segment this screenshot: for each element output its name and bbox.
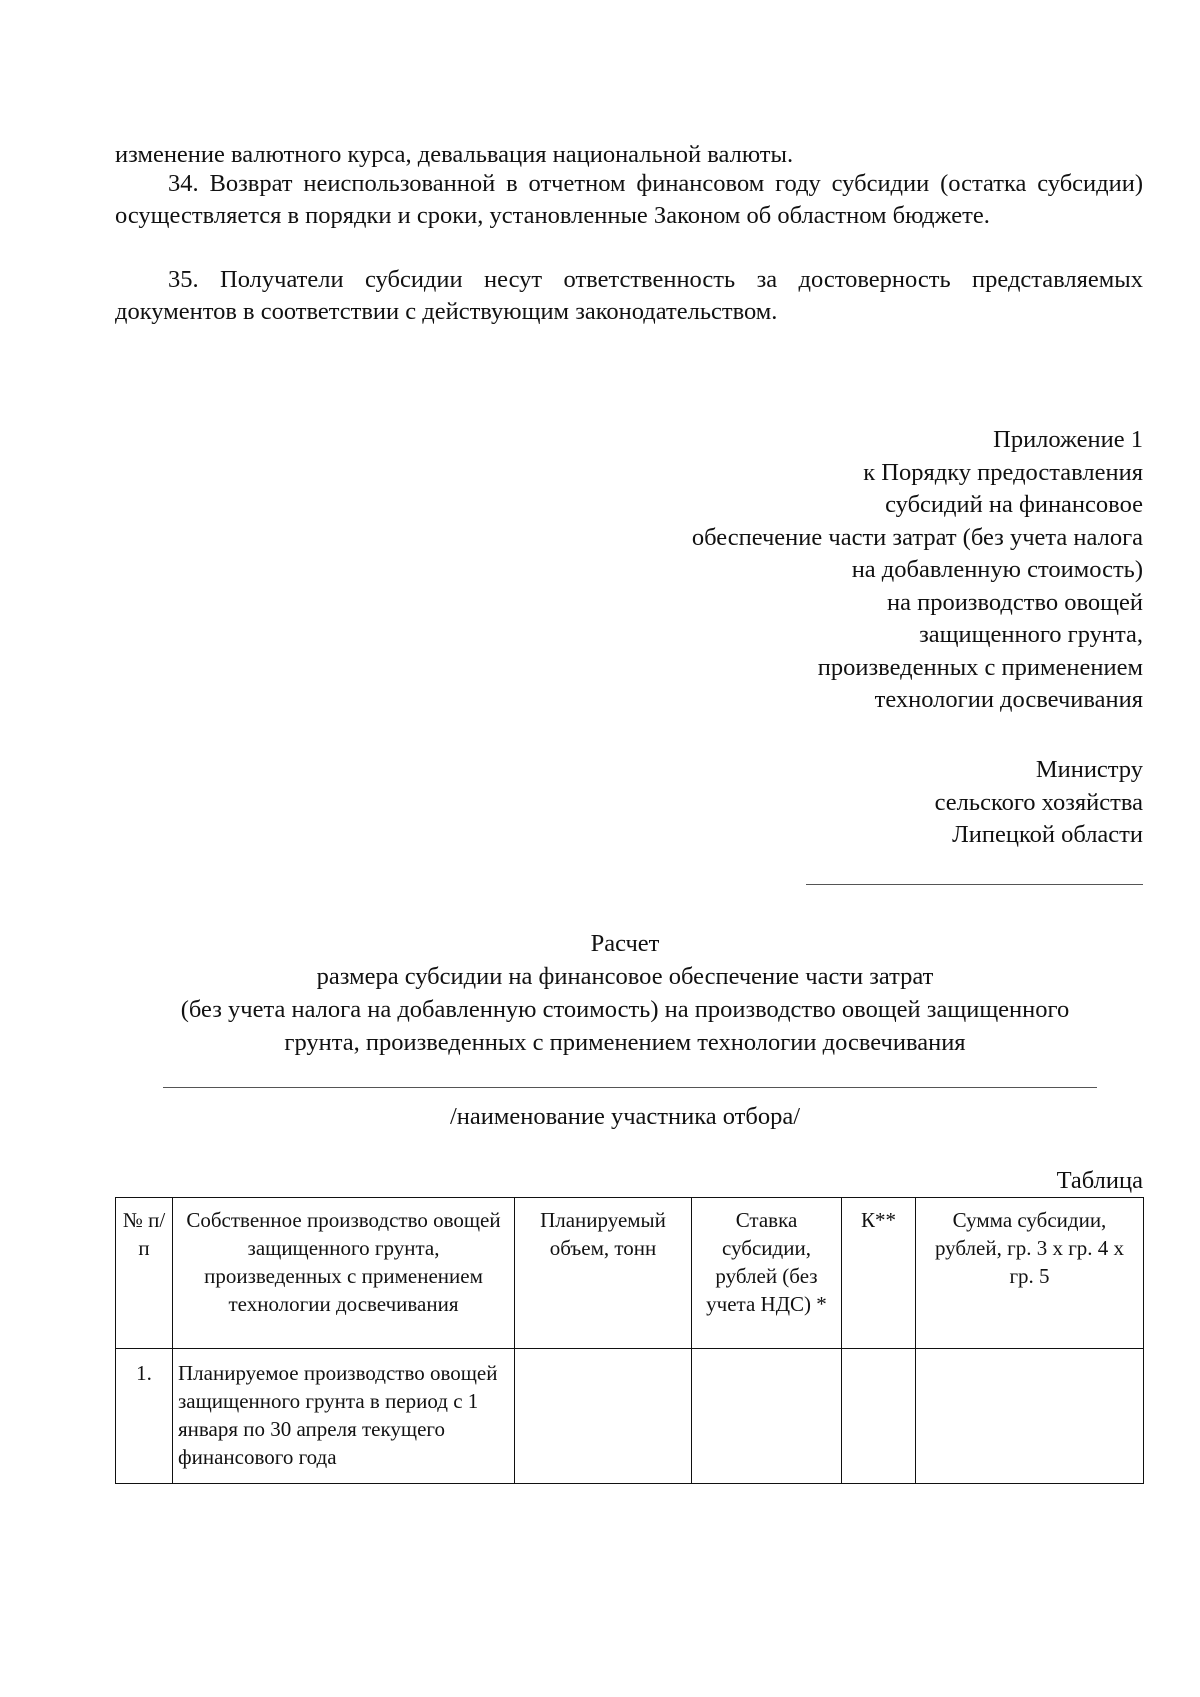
calculation-title: [100, 927, 1150, 1059]
cell-volume[interactable]: [515, 1349, 692, 1484]
header-production: Собственное производство овощей защищенного грунта, произведенных с применением технологии досвечивания: [173, 1198, 515, 1349]
title-line: (без учета налога на добавленную стоимость) на производство овощей защищенного: [180, 996, 1070, 1023]
addressee-block: [743, 754, 1143, 852]
participant-caption: /наименование участника отбора/: [449, 1103, 801, 1130]
table-header-row: [116, 1198, 1144, 1349]
header-volume: Планируемый объем, тонн: [515, 1198, 692, 1349]
header-k: К**: [842, 1198, 916, 1349]
table-caption: Таблица: [1056, 1167, 1143, 1194]
participant-name-line: [163, 1087, 1097, 1088]
addressee-line: Министру: [1035, 756, 1143, 783]
title-line: грунта, произведенных с применением технологии досвечивания: [284, 1029, 966, 1056]
appendix-line: субсидий на финансовое: [885, 491, 1143, 518]
signature-line: [806, 884, 1143, 885]
cell-sum[interactable]: [916, 1349, 1144, 1484]
appendix-line: Приложение 1: [993, 426, 1143, 453]
paragraph-35: 35. Получатели субсидии несут ответственность за достоверность представляемых документов в соответствии с действующим законодательством.: [115, 266, 1143, 325]
header-rate: Ставка субсидии, рублей (без учета НДС) *: [692, 1198, 842, 1349]
title-line: размера субсидии на финансовое обеспечение части затрат: [316, 963, 934, 990]
appendix-line: произведенных с применением: [817, 653, 1143, 681]
appendix-line: на производство овощей: [886, 588, 1143, 616]
paragraph-continued: изменение валютного курса, девальвация национальной валюты.: [115, 141, 794, 168]
calculation-table: [115, 1197, 1144, 1484]
appendix-line: на добавленную стоимость): [851, 556, 1143, 583]
addressee-line: сельского хозяйства: [934, 788, 1143, 816]
cell-description: Планируемое производство овощей защищенного грунта в период с 1 января по 30 апреля текущего финансового года: [173, 1349, 515, 1484]
appendix-header: [523, 424, 1143, 717]
table-row: [116, 1349, 1144, 1484]
appendix-line: обеспечение части затрат (без учета налога: [691, 523, 1143, 551]
header-number: № п/п: [116, 1198, 173, 1349]
appendix-line: технологии досвечивания: [874, 686, 1143, 713]
header-sum: Сумма субсидии, рублей, гр. 3 х гр. 4 х гр. 5: [916, 1198, 1144, 1349]
appendix-line: защищенного грунта,: [919, 621, 1143, 648]
addressee-line: Липецкой области: [952, 821, 1143, 848]
cell-k[interactable]: [842, 1349, 916, 1484]
cell-number: 1.: [116, 1349, 173, 1484]
cell-rate[interactable]: [692, 1349, 842, 1484]
title-line: Расчет: [590, 930, 660, 957]
appendix-line: к Порядку предоставления: [863, 458, 1143, 486]
paragraph-34: 34. Возврат неиспользованной в отчетном финансовом году субсидии (остатка субсидии) осуществляется в порядки и сроки, установленные Законом об областном бюджете.: [115, 170, 1143, 229]
